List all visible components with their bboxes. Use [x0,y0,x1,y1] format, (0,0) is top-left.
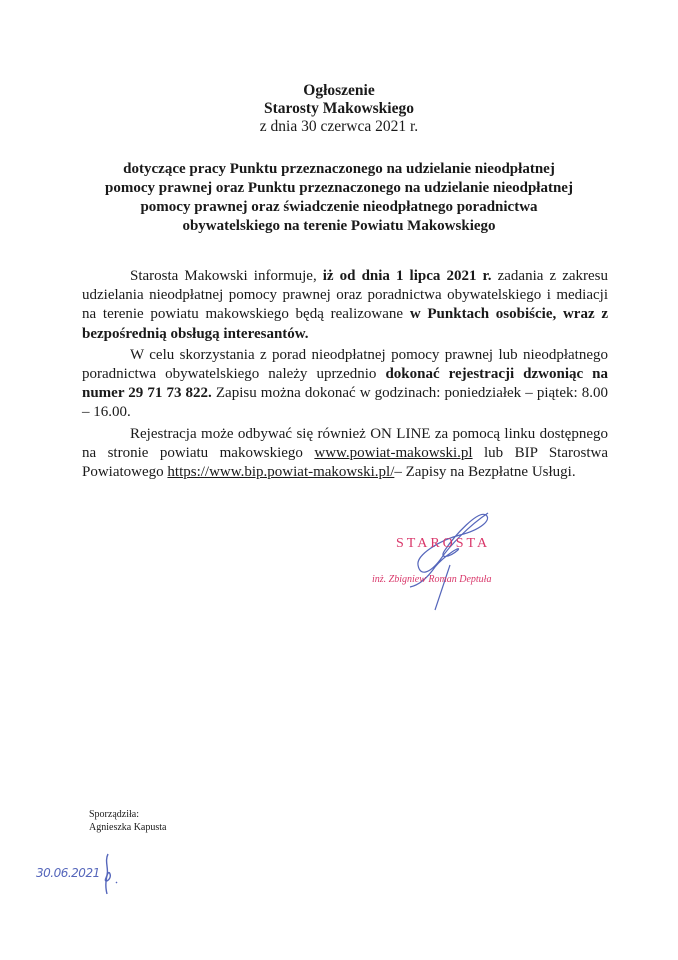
text: W celu skorzystania z porad nieodpłatnej pomocy prawnej lub nieodpłatnego poradnictwa obywatelskiego należy uprzednio [82,346,608,383]
paragraph-2 [82,346,608,423]
stamp-name: inż. Zbigniew Roman Deptuła [372,574,492,585]
document-header [0,82,678,136]
prepared-by-block [89,808,166,834]
announcement-title: Ogłoszenie [303,82,375,99]
date-line: z dnia 30 czerwca 2021 r. [259,118,419,135]
paragraph-3 [82,425,608,483]
issuer-line: Starosty Makowskiego [264,100,414,117]
text: Zapisu można dokonać w godzinach: poniedziałek – piątek: 8.00 – 16.00. [82,385,608,421]
text: – Zapisy na Bezpłatne Usługi. [394,464,576,481]
text: zadania z zakresu udzielania nieodpłatnej pomocy prawnej oraz poradnictwa obywatelskiego i mediacji na terenie powiatu makowskiego będą realizowane [82,268,609,323]
prepared-label: Sporządziła: [89,809,139,820]
county-website-link[interactable]: www.powiat-makowski.pl [314,444,473,461]
handwritten-date: 30.06.2021 [36,866,100,880]
text: Starosta Makowski informuje, [130,268,323,284]
subject-block [90,160,588,236]
paragraph-1 [82,267,608,344]
text: Rejestracja może odbywać się również ON LINE za pomocą linku dostępnego na stronie powiatu makowskiego [82,425,608,461]
initials-scribble-icon [96,852,126,897]
bold-phone: dokonać rejestracji dzwoniąc na numer 29 71 73 822. [82,366,608,402]
bold-date: iż od dnia 1 lipca 2021 r. [322,268,492,284]
body-text [82,267,608,482]
prepared-name: Agnieszka Kapusta [89,822,167,833]
bold-text: w Punktach osobiście, wraz z bezpośrednią obsługą interesantów. [82,306,609,342]
subject-line: obywatelskiego na terenie Powiatu Makowskiego [182,218,496,234]
text: lub BIP Starostwa Powiatowego [82,444,608,481]
subject-line: dotyczące pracy Punktu przeznaczonego na udzielanie nieodpłatnej [123,161,555,177]
bip-link[interactable]: https://www.bip.powiat-makowski.pl/ [167,464,395,481]
subject-line: pomocy prawnej oraz Punktu przeznaczonego na udzielanie nieodpłatnej [105,180,573,196]
subject-line: pomocy prawnej oraz świadczenie nieodpłatnego poradnictwa [140,199,538,215]
signature-scribble-icon [400,505,510,615]
stamp-title: STAROSTA [396,536,491,551]
